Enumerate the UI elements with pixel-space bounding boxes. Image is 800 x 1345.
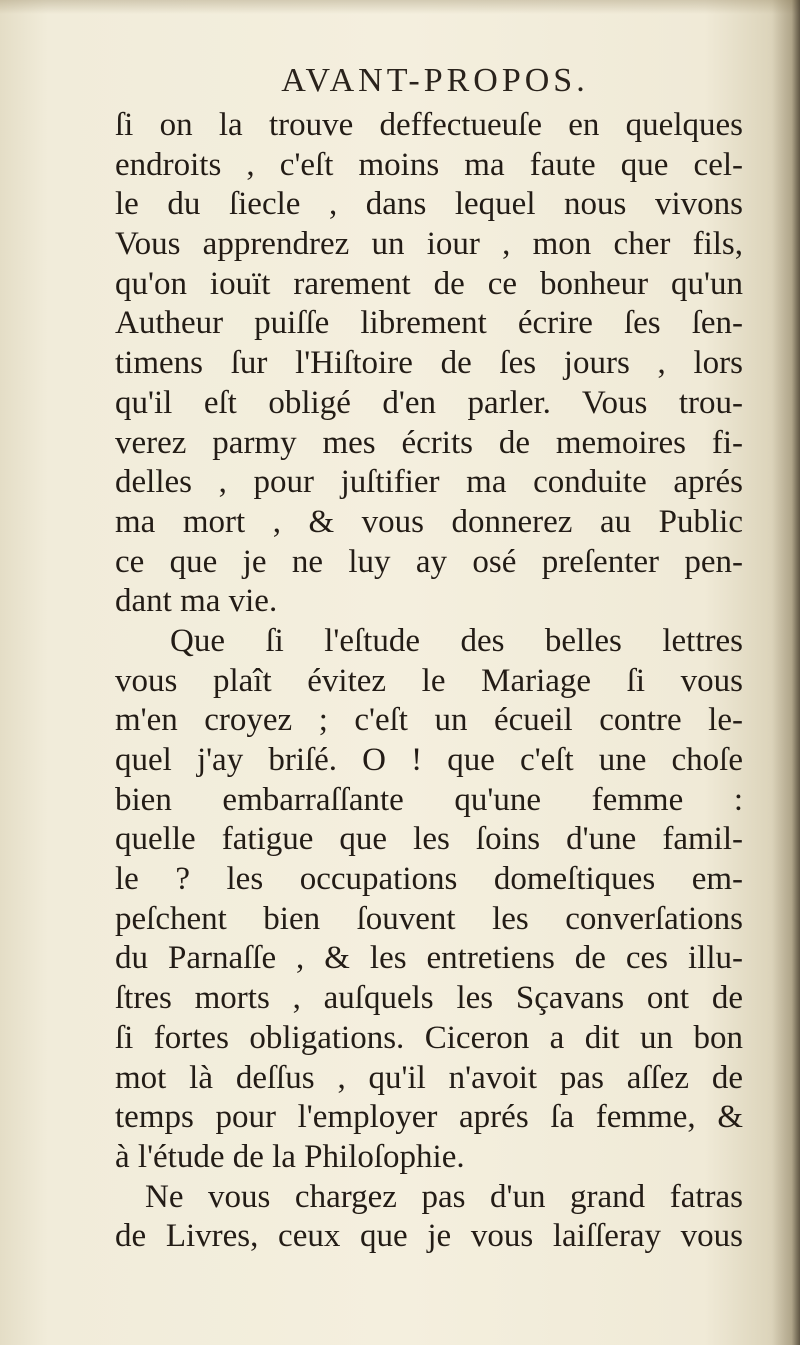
- text-line: mot là deſſus , qu'il n'avoit pas aſſez de: [115, 1059, 743, 1096]
- text-line: endroits , c'eſt moins ma faute que cel-: [115, 146, 743, 183]
- text-line: bien embarraſſante qu'une femme :: [115, 781, 743, 818]
- text-line: dant ma vie.: [115, 583, 278, 620]
- text-line: Autheur puiſſe librement écrire ſes ſen-: [115, 305, 743, 342]
- page-spine-shadow: [772, 0, 800, 1345]
- text-line: vous plaît évitez le Mariage ſi vous: [115, 662, 743, 699]
- text-line: delles , pour juſtifier ma conduite aprés: [115, 464, 743, 501]
- text-line: qu'on iouït rarement de ce bonheur qu'un: [115, 265, 743, 302]
- text-line: verez parmy mes écrits de memoires fi-: [115, 424, 743, 461]
- text-line: ſi fortes obligations. Ciceron a dit un bon: [115, 1019, 743, 1056]
- text-line: ce que je ne luy ay osé preſenter pen-: [115, 543, 743, 580]
- text-line: m'en croyez ; c'eſt un écueil contre le-: [115, 702, 743, 739]
- text-line: du Parnaſſe , & les entretiens de ces illu-: [115, 940, 743, 977]
- page-top-edge: [0, 0, 800, 14]
- text-line: quel j'ay briſé. O ! que c'eſt une choſe: [115, 742, 743, 778]
- text-line: le du ſiecle , dans lequel nous vivons: [115, 186, 743, 223]
- text-line: Ne vous chargez pas d'un grand fatras: [145, 1178, 743, 1215]
- text-line: le ? les occupations domeſtiques em-: [115, 861, 743, 898]
- text-line: ma mort , & vous donnerez au Public: [115, 503, 743, 540]
- text-line: Vous apprendrez un iour , mon cher fils,: [115, 226, 743, 263]
- text-line: ſi on la trouve deffectueuſe en quelques: [115, 107, 743, 143]
- text-line: peſchent bien ſouvent les converſations: [115, 900, 743, 937]
- text-line: de Livres, ceux que je vous laiſſeray vous: [115, 1218, 743, 1255]
- text-line: qu'il eſt obligé d'en parler. Vous trou-: [115, 384, 743, 421]
- body-text: [115, 106, 743, 1257]
- text-line: ſtres morts , auſquels les Sçavans ont de: [115, 980, 743, 1017]
- running-head: AVANT-PROPOS.: [281, 62, 589, 99]
- text-line: Que ſi l'eſtude des belles lettres: [170, 622, 743, 659]
- text-line: timens ſur l'Hiſtoire de ſes jours , lors: [115, 345, 743, 382]
- text-line: à l'étude de la Philoſophie.: [115, 1138, 465, 1175]
- text-line: temps pour l'employer aprés ſa femme, &: [115, 1099, 743, 1136]
- text-line: quelle fatigue que les ſoins d'une famil-: [115, 821, 743, 858]
